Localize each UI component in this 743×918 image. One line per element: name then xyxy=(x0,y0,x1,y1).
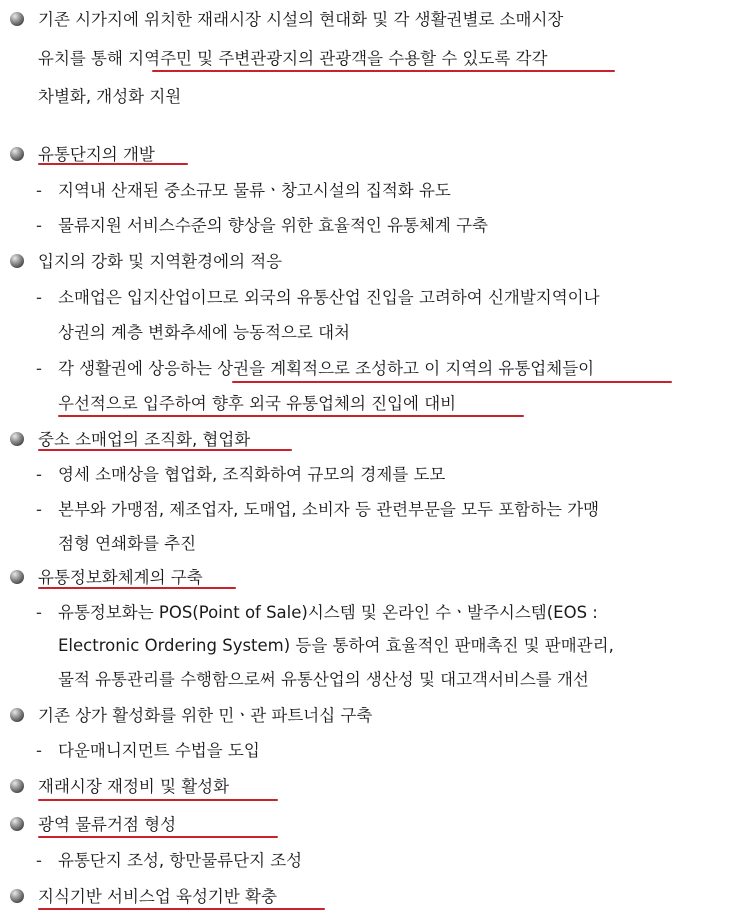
sphere-bullet-icon xyxy=(10,779,24,793)
item-text: 영세 소매상을 협업화, 조직화하여 규모의 경제를 도모 xyxy=(58,465,446,484)
item-text: 물적 유통관리를 수행함으로써 유통산업의 생산성 및 대고객서비스를 개선 xyxy=(58,670,589,689)
item-line xyxy=(0,596,743,630)
dash-marker: - xyxy=(36,500,42,519)
sphere-bullet-icon xyxy=(10,147,24,161)
item-line xyxy=(0,561,743,595)
item-text: 유통단지 조성, 항만물류단지 조성 xyxy=(58,851,303,870)
dash-marker: - xyxy=(36,851,42,870)
dash-marker: - xyxy=(36,288,42,307)
sphere-bullet-icon xyxy=(10,889,24,903)
red-underline-mark xyxy=(232,381,672,383)
item-text: 기존 시가지에 위치한 재래시장 시설의 현대화 및 각 생활권별로 소매시장 xyxy=(38,10,564,29)
item-text: 차별화, 개성화 지원 xyxy=(38,87,182,106)
red-underline-mark xyxy=(152,70,615,72)
item-text: 입지의 강화 및 지역환경에의 적응 xyxy=(38,252,283,271)
red-underline-mark xyxy=(38,587,236,589)
sphere-bullet-icon xyxy=(10,12,24,26)
item-text: 물류지원 서비스수준의 향상을 위한 효율적인 유통체계 구축 xyxy=(58,216,488,235)
item-line xyxy=(0,493,743,527)
dash-marker: - xyxy=(36,465,42,484)
item-text: 지식기반 서비스업 육성기반 확충 xyxy=(38,887,277,906)
item-line xyxy=(0,663,743,697)
item-text: 유통단지의 개발 xyxy=(38,145,155,164)
item-line xyxy=(0,281,743,315)
dash-marker: - xyxy=(36,359,42,378)
item-text: 유치를 통해 지역주민 및 주변관광지의 관광객을 수용할 수 있도록 각각 xyxy=(38,49,548,68)
dash-marker: - xyxy=(36,741,42,760)
item-line xyxy=(0,138,743,172)
item-line xyxy=(0,245,743,279)
dash-marker: - xyxy=(36,181,42,200)
item-line xyxy=(0,423,743,457)
item-line xyxy=(0,80,743,114)
red-underline-mark xyxy=(58,415,524,417)
sphere-bullet-icon xyxy=(10,570,24,584)
item-text: 소매업은 입지산업이므로 외국의 유통산업 진입을 고려하여 신개발지역이나 xyxy=(58,288,600,307)
red-underline-mark xyxy=(38,449,292,451)
item-text: 유통정보화체계의 구축 xyxy=(38,568,203,587)
item-line xyxy=(0,699,743,733)
item-text: 각 생활권에 상응하는 상권을 계획적으로 조성하고 이 지역의 유통업체들이 xyxy=(58,359,595,378)
red-underline-mark xyxy=(38,799,278,801)
item-line xyxy=(0,629,743,663)
item-text: 광역 물류거점 형성 xyxy=(38,815,177,834)
red-underline-mark xyxy=(38,163,188,165)
item-line xyxy=(0,316,743,350)
item-line xyxy=(0,527,743,561)
item-text: 본부와 가맹점, 제조업자, 도매업, 소비자 등 관련부문을 모두 포함하는 가맹 xyxy=(58,500,600,519)
item-line xyxy=(0,458,743,492)
item-text: 기존 상가 활성화를 위한 민ㆍ관 파트너십 구축 xyxy=(38,706,373,725)
item-text: 지역내 산재된 중소규모 물류ㆍ창고시설의 집적화 유도 xyxy=(58,181,451,200)
item-text: Electronic Ordering System) 등을 통하여 효율적인 판매촉진 및 판매관리, xyxy=(58,636,614,655)
item-text: 상권의 계층 변화추세에 능동적으로 대처 xyxy=(58,323,350,342)
red-underline-mark xyxy=(38,908,325,910)
item-line xyxy=(0,174,743,208)
item-line xyxy=(0,209,743,243)
red-underline-mark xyxy=(38,836,278,838)
sphere-bullet-icon xyxy=(10,708,24,722)
item-line xyxy=(0,734,743,768)
item-text: 다운매니지먼트 수법을 도입 xyxy=(58,741,260,760)
item-line xyxy=(0,844,743,878)
sphere-bullet-icon xyxy=(10,817,24,831)
sphere-bullet-icon xyxy=(10,254,24,268)
item-text: 유통정보화는 POS(Point of Sale)시스템 및 온라인 수ㆍ발주시스템(EOS : xyxy=(58,603,598,622)
item-text: 점형 연쇄화를 추진 xyxy=(58,534,197,553)
sphere-bullet-icon xyxy=(10,432,24,446)
item-text: 중소 소매업의 조직화, 협업화 xyxy=(38,430,251,449)
dash-marker: - xyxy=(36,603,42,622)
item-text: 재래시장 재정비 및 활성화 xyxy=(38,777,230,796)
item-text: 우선적으로 입주하여 향후 외국 유통업체의 진입에 대비 xyxy=(58,394,457,413)
dash-marker: - xyxy=(36,216,42,235)
item-line xyxy=(0,3,743,37)
